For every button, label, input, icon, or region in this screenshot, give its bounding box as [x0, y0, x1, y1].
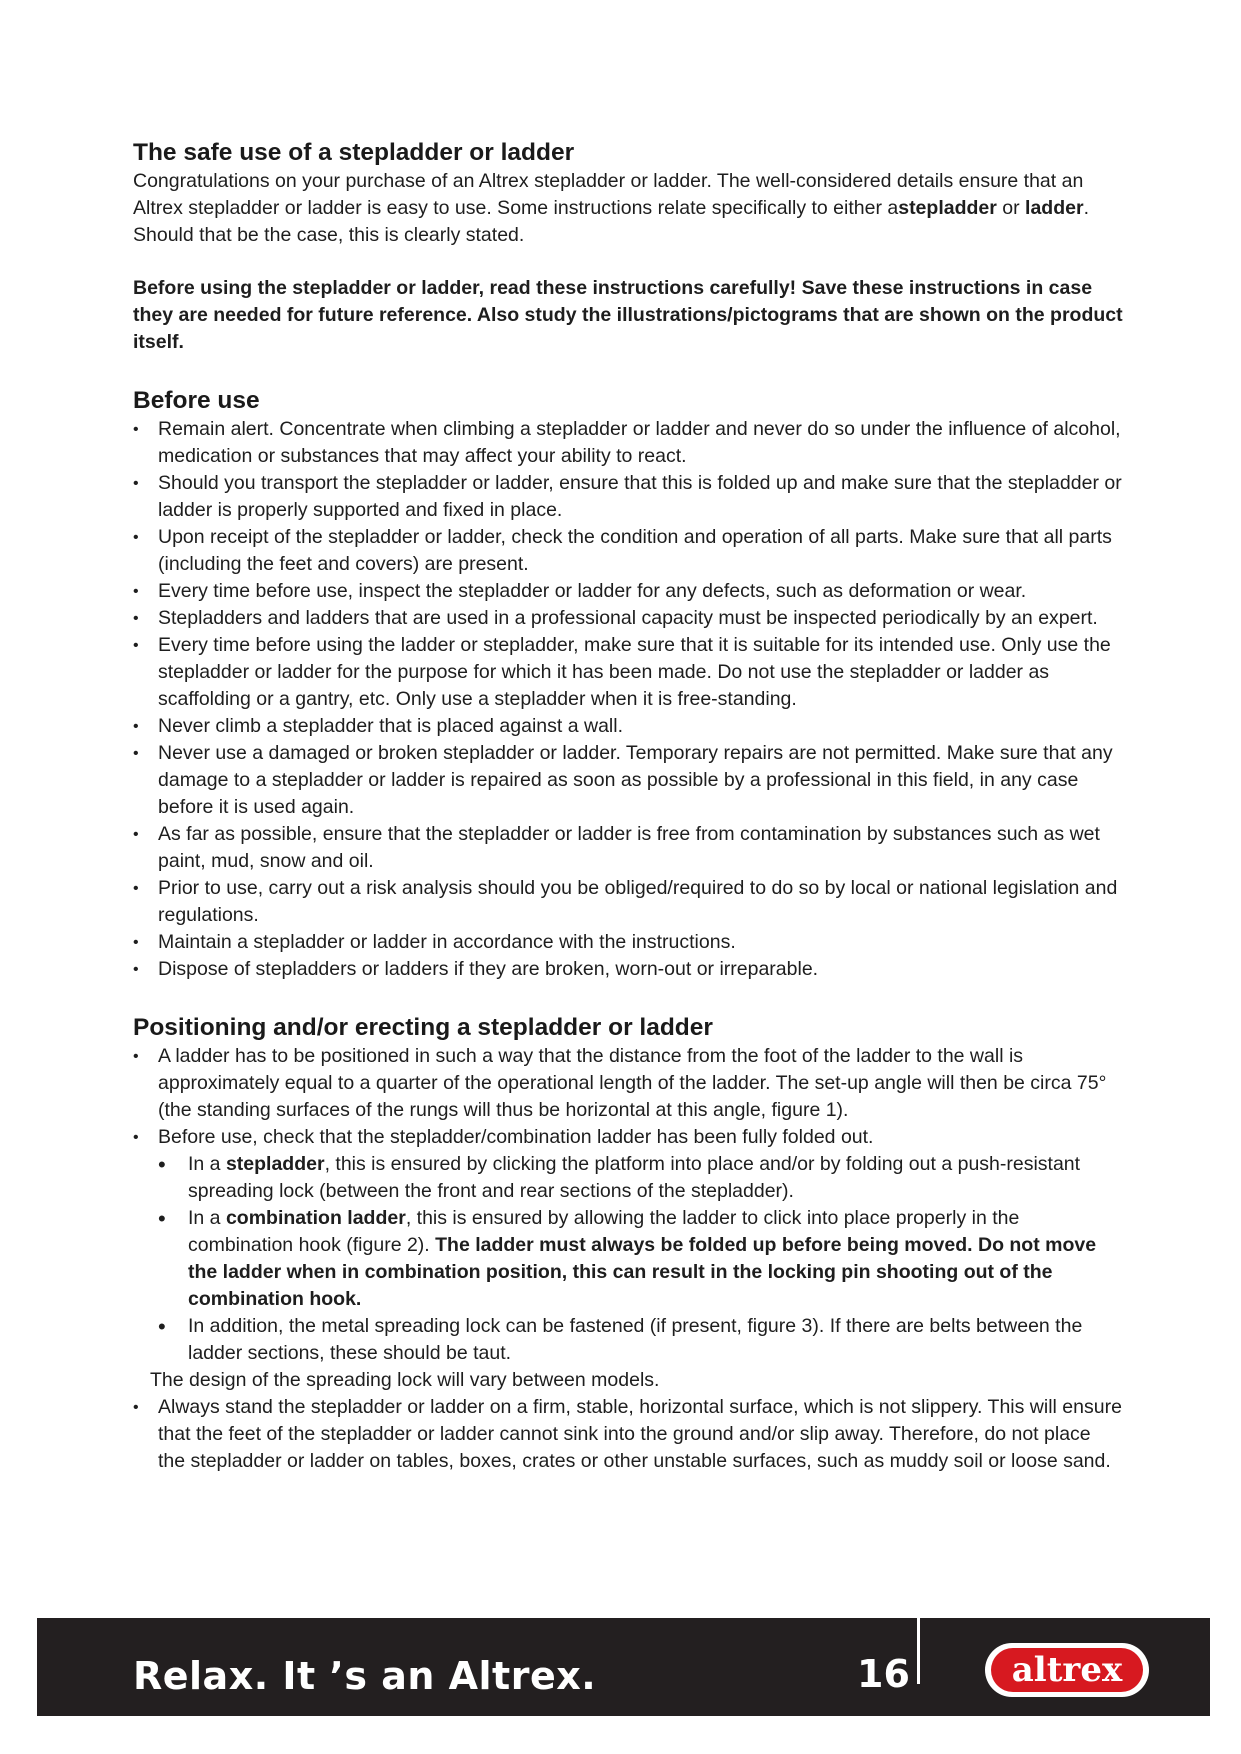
sub-list-item [133, 1151, 1123, 1205]
positioning-list [133, 1043, 1123, 1151]
list-item [133, 1124, 1123, 1151]
list-item: • Never use a damaged or broken stepladder or ladder. Temporary repairs are not permitted. Make sure that any damage to a stepladder or ladder is repaired as soon as possible by a professional in this field, in any case before it is used again. [133, 740, 1123, 821]
list-item: • Every time before using the ladder or stepladder, make sure that it is suitable for its intended use. Only use the stepladder or ladder for the purpose for which it has been made. Do not use the stepladder or ladder as scaffolding or a gantry, etc. Only use a stepladder when it is free-standing. [133, 632, 1123, 713]
list-item: • Prior to use, carry out a risk analysis should you be obliged/required to do so by local or national legislation and regulations. [133, 875, 1123, 929]
intro-paragraph [133, 168, 1123, 249]
list-item: • Upon receipt of the stepladder or ladder, check the condition and operation of all parts. Make sure that all parts (including the feet and covers) are present. [133, 524, 1123, 578]
sub-bold: stepladder [225, 1153, 325, 1175]
list-item: • Should you transport the stepladder or ladder, ensure that this is folded up and make sure that the stepladder or ladder is properly supported and fixed in place. [133, 470, 1123, 524]
intro-bold-ladder: ladder [1025, 197, 1084, 219]
altrex-logo [982, 1638, 1152, 1702]
sub-bold: combination ladder [225, 1207, 406, 1229]
footer-bar [37, 1618, 1210, 1716]
sub-text: , this is ensured by allowing the ladder to click into place properly in the combination hook (figure 2). [188, 1207, 1020, 1256]
main-content [133, 138, 1123, 1475]
list-item-text: Before use, check that the stepladder/combination ladder has been fully folded out. [158, 1126, 874, 1148]
spreading-lock-note: The design of the spreading lock will vary between models. [150, 1369, 660, 1391]
sub-text: In a [188, 1207, 226, 1229]
positioning-title: Positioning and/or erecting a stepladder or ladder [133, 1014, 713, 1041]
list-item: • Always stand the stepladder or ladder on a firm, stable, horizontal surface, which is not slippery. This will ensure that the feet of the stepladder or ladder cannot sink into the ground and/or slip away. Therefore, do not place the stepladder or ladder on tables, boxes, crates or other unstable surfaces, such as muddy soil or loose sand. [133, 1394, 1123, 1475]
list-item: • Maintain a stepladder or ladder in accordance with the instructions. [133, 929, 1123, 956]
list-item: • Remain alert. Concentrate when climbing a stepladder or ladder and never do so under the influence of alcohol, medication or substances that may affect your ability to react. [133, 416, 1123, 470]
sub-list-item: • In addition, the metal spreading lock can be fastened (if present, figure 3). If there are belts between the ladder sections, these should be taut. [133, 1313, 1123, 1367]
list-item: • Stepladders and ladders that are used in a professional capacity must be inspected periodically by an expert. [133, 605, 1123, 632]
before-use-list [133, 416, 1123, 983]
intro-text-3: . Should that be the case, this is clearly stated. [133, 197, 1089, 246]
list-item: • Never climb a stepladder that is placed against a wall. [133, 713, 1123, 740]
slogan: Relax. It ’s an Altrex. [133, 1654, 597, 1698]
footer-divider [917, 1618, 920, 1684]
positioning-section [133, 1013, 1123, 1475]
sub-list-item [133, 1205, 1123, 1313]
before-use-section [133, 386, 1123, 983]
logo-text: altrex [1011, 1650, 1123, 1690]
intro-bold-stepladder: stepladder [898, 197, 997, 219]
list-item: • Every time before use, inspect the stepladder or ladder for any defects, such as deformation or wear. [133, 578, 1123, 605]
list-item: • As far as possible, ensure that the stepladder or ladder is free from contamination by substances such as wet paint, mud, snow and oil. [133, 821, 1123, 875]
sub-text: , this is ensured by clicking the platform into place and/or by folding out a push-resistant spreading lock (between the front and rear sections of the stepladder). [188, 1153, 1081, 1202]
intro-text-1: Congratulations on your purchase of an Altrex stepladder or ladder. The well-considered details ensure that an Altrex stepladder or ladder is easy to use. Some instructions relate specifically to either a [133, 170, 1084, 219]
intro-text-2: or [996, 197, 1026, 219]
positioning-sublist [133, 1151, 1123, 1367]
list-item: • Dispose of stepladders or ladders if they are broken, worn-out or irreparable. [133, 956, 1123, 983]
intro-title: The safe use of a stepladder or ladder [133, 139, 575, 166]
before-use-title: Before use [133, 387, 260, 414]
sub-bold-warning: The ladder must always be folded up before being moved. Do not move the ladder when in combination position, this can result in the locking pin shooting out of the combination hook. [188, 1234, 1097, 1310]
positioning-list-2 [133, 1394, 1123, 1475]
read-instructions-warning: Before using the stepladder or ladder, read these instructions carefully! Save these instructions in case they are needed for future reference. Also study the illustrations/pictograms that are shown on the product itself. [133, 277, 1123, 353]
list-item: • A ladder has to be positioned in such a way that the distance from the foot of the ladder to the wall is approximately equal to a quarter of the operational length of the ladder. The set-up angle will then be circa 75° (the standing surfaces of the rungs will thus be horizontal at this angle, figure 1). [133, 1043, 1123, 1124]
page-number: 16 [857, 1652, 910, 1696]
sub-text: In a [188, 1153, 226, 1175]
